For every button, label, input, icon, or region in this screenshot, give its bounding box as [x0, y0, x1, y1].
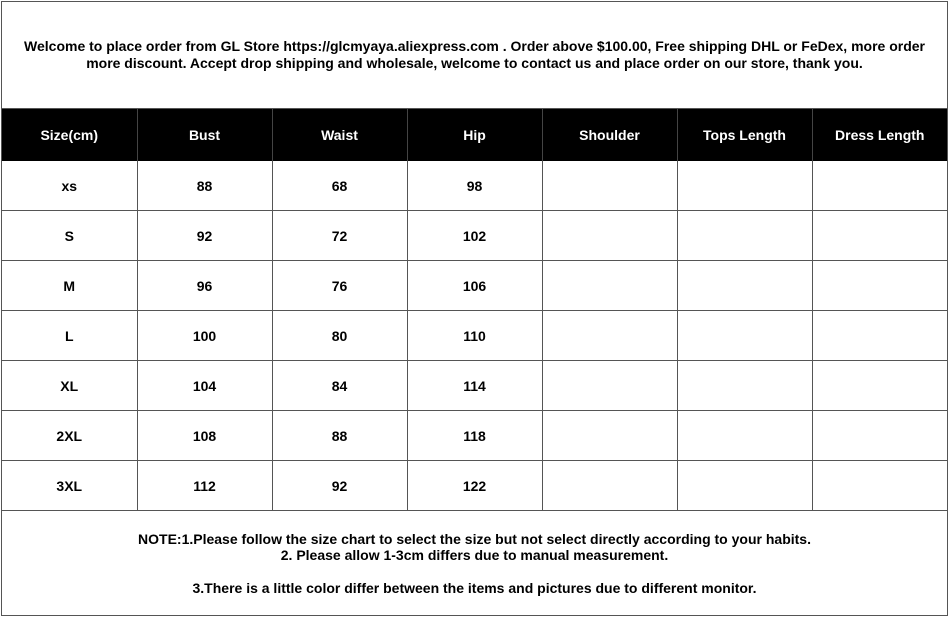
cell-size: xs	[2, 161, 137, 211]
cell-shoulder	[542, 161, 677, 211]
cell-shoulder	[542, 461, 677, 511]
cell-dress-length	[812, 261, 947, 311]
notes-section	[2, 507, 947, 615]
cell-waist: 76	[272, 261, 407, 311]
cell-bust: 108	[137, 411, 272, 461]
cell-size: 3XL	[2, 461, 137, 511]
cell-dress-length	[812, 161, 947, 211]
cell-hip: 114	[407, 361, 542, 411]
cell-shoulder	[542, 361, 677, 411]
column-header-dress-length: Dress Length	[812, 109, 947, 161]
welcome-line-1: Welcome to place order from GL Store https://glcmyaya.aliexpress.com . Order above $100.00, Free shipping DHL or FeDex, more order	[24, 38, 925, 54]
cell-hip: 122	[407, 461, 542, 511]
cell-waist: 84	[272, 361, 407, 411]
table-row	[2, 261, 947, 311]
cell-bust: 96	[137, 261, 272, 311]
cell-bust: 112	[137, 461, 272, 511]
cell-size: M	[2, 261, 137, 311]
table-row	[2, 161, 947, 211]
cell-hip: 102	[407, 211, 542, 261]
cell-size: XL	[2, 361, 137, 411]
store-welcome-banner	[2, 2, 947, 109]
cell-waist: 68	[272, 161, 407, 211]
cell-size: 2XL	[2, 411, 137, 461]
cell-size: S	[2, 211, 137, 261]
cell-bust: 92	[137, 211, 272, 261]
cell-size: L	[2, 311, 137, 361]
cell-shoulder	[542, 261, 677, 311]
welcome-text	[18, 38, 931, 72]
size-table	[2, 109, 947, 511]
cell-shoulder	[542, 311, 677, 361]
cell-shoulder	[542, 211, 677, 261]
note-line-3: 3.There is a little color differ between the items and pictures due to different monitor.	[192, 580, 757, 596]
column-header-hip: Hip	[407, 109, 542, 161]
cell-dress-length	[812, 461, 947, 511]
cell-shoulder	[542, 411, 677, 461]
cell-tops-length	[677, 411, 812, 461]
table-row	[2, 361, 947, 411]
table-row	[2, 311, 947, 361]
table-row	[2, 211, 947, 261]
cell-tops-length	[677, 211, 812, 261]
note-line-1: NOTE:1.Please follow the size chart to select the size but not select directly according to your habits.	[138, 531, 811, 547]
cell-waist: 80	[272, 311, 407, 361]
size-chart-frame	[1, 1, 948, 616]
column-header-shoulder: Shoulder	[542, 109, 677, 161]
cell-dress-length	[812, 211, 947, 261]
table-row	[2, 411, 947, 461]
cell-dress-length	[812, 361, 947, 411]
cell-hip: 110	[407, 311, 542, 361]
cell-waist: 88	[272, 411, 407, 461]
table-row	[2, 461, 947, 511]
welcome-line-2: more discount. Accept drop shipping and wholesale, welcome to contact us and place order on our store, thank you.	[86, 55, 863, 71]
cell-bust: 100	[137, 311, 272, 361]
cell-tops-length	[677, 361, 812, 411]
note-line-2: 2. Please allow 1-3cm differs due to manual measurement.	[280, 547, 669, 563]
cell-tops-length	[677, 261, 812, 311]
cell-hip: 118	[407, 411, 542, 461]
cell-bust: 104	[137, 361, 272, 411]
cell-tops-length	[677, 461, 812, 511]
cell-dress-length	[812, 311, 947, 361]
cell-waist: 72	[272, 211, 407, 261]
column-header-bust: Bust	[137, 109, 272, 161]
cell-bust: 88	[137, 161, 272, 211]
column-header-size: Size(cm)	[2, 109, 137, 161]
cell-hip: 98	[407, 161, 542, 211]
column-header-tops-length: Tops Length	[677, 109, 812, 161]
cell-tops-length	[677, 311, 812, 361]
column-header-waist: Waist	[272, 109, 407, 161]
cell-tops-length	[677, 161, 812, 211]
cell-dress-length	[812, 411, 947, 461]
cell-waist: 92	[272, 461, 407, 511]
table-header-row	[2, 109, 947, 161]
cell-hip: 106	[407, 261, 542, 311]
